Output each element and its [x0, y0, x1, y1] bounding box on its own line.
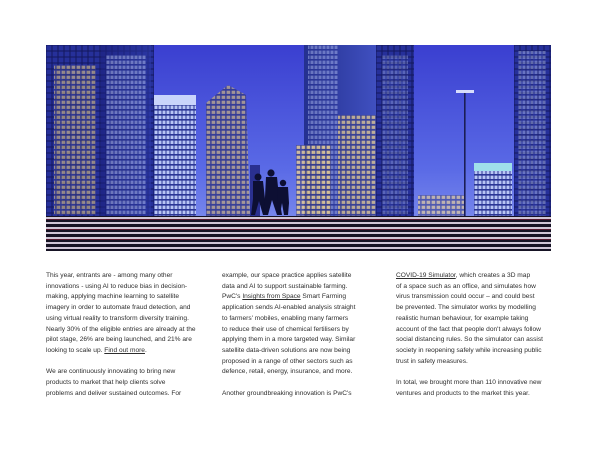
text-line: satellite data-driven solutions are now being — [222, 346, 351, 354]
paragraph-in-total — [396, 378, 561, 399]
text-line: Nearly 30% of the eligible entries are already at the — [46, 325, 196, 333]
text-line: problems and deliver sustained outcomes. For — [46, 389, 182, 397]
text-fragment: , which creates a 3D map — [455, 272, 531, 279]
paragraph-innovating — [46, 367, 211, 399]
text-line: Another groundbreaking innovation is PwC's — [222, 389, 352, 397]
text-line: In total, we brought more than 110 innovative new — [396, 379, 542, 387]
paragraph-groundbreaking — [222, 389, 387, 400]
text-line: We are continuously innovating to bring new — [46, 368, 176, 376]
text-line: ventures and products to the market this year. — [396, 389, 530, 397]
text-fragment: Smart Farming — [300, 293, 347, 301]
paragraph-space-practice — [222, 271, 387, 378]
text-line: application sends AI-enabled analysis straight — [222, 304, 356, 312]
text-line: looking to scale up. — [46, 346, 105, 354]
text-line: be prevented. The simulator works by modelling — [396, 304, 536, 312]
text-line: social distancing rules. So the simulator can assist — [396, 336, 543, 344]
text-line: defence, retail, energy, insurance, and more. — [222, 368, 353, 376]
text-line: trust in safety measures. — [396, 357, 468, 365]
text-line: example, our space practice applies satellite — [222, 272, 352, 279]
text-line: proposed in a range of other sectors such as — [222, 357, 353, 365]
text-fragment: . — [144, 346, 147, 354]
text-line: to reduce their use of chemical fertilisers by — [222, 325, 349, 333]
text-fragment: PwC's — [222, 293, 243, 301]
hero-image — [46, 45, 551, 251]
find-out-more-link[interactable]: Find out more — [104, 346, 145, 354]
text-line: pilot stage, 26% are being launched, and 21% are — [46, 336, 192, 344]
text-line: using virtual reality to transform diversity training. — [46, 314, 189, 322]
text-line: virus transmission could occur – and could best — [396, 293, 535, 301]
paragraph-entrants — [46, 271, 211, 357]
text-line: imagery in order to automate fraud detection, and — [46, 304, 191, 312]
insights-from-space-link[interactable]: Insights from Space — [242, 293, 301, 301]
text-column-1 — [46, 271, 211, 410]
covid-19-simulator-link[interactable]: COVID-19 Simulator — [396, 272, 456, 279]
text-line: realistic human behaviour, for example taking — [396, 314, 529, 322]
text-line: of a space such as an office, and simulates how — [396, 282, 536, 290]
city-skyline-photo — [46, 45, 551, 251]
text-line: This year, entrants are - among many other — [46, 272, 173, 279]
text-line: products to market that help clients solve — [46, 379, 166, 387]
text-line: innovations - using AI to reduce bias in decision- — [46, 282, 188, 290]
text-line: making, applying machine learning to satellite — [46, 293, 180, 301]
text-column-2 — [222, 271, 387, 410]
text-line: society in reopening safely while increasing public — [396, 346, 542, 354]
text-line: applying them in a more targeted way. Similar — [222, 336, 356, 344]
text-column-3 — [396, 271, 561, 410]
text-line: data and AI to support sustainable farming. — [222, 282, 348, 290]
text-line: account of the fact that people don't always follow — [396, 325, 541, 333]
text-line: to farmers' mobiles, enabling many farmers — [222, 314, 349, 322]
paragraph-covid-simulator — [396, 271, 561, 367]
